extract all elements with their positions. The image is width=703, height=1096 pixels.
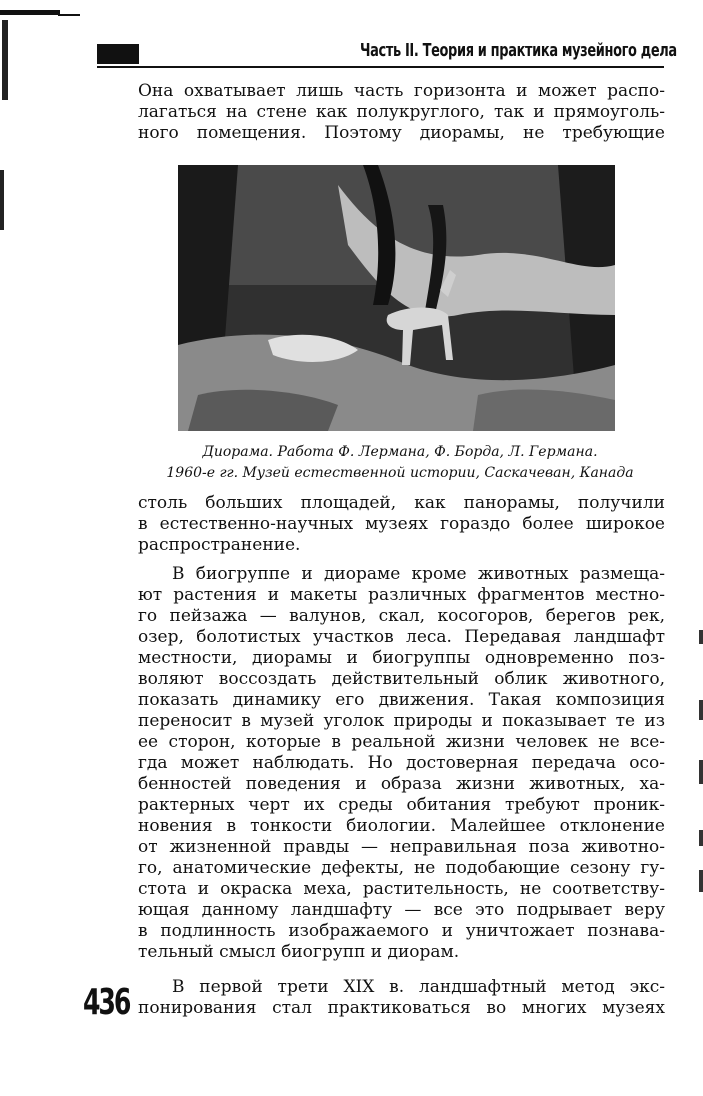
scan-edge-artifact xyxy=(0,0,80,30)
text-line: лагаться на стене как полукруглого, так и прямоуголь- xyxy=(138,102,665,122)
text-line: показать динамику его движения. Такая композиция xyxy=(138,690,665,710)
text-line: местности, диорамы и биогруппы одновременно поз- xyxy=(138,648,665,668)
paragraph-continuation xyxy=(138,493,665,556)
text-line: от жизненной правды — неправильная поза животно- xyxy=(138,837,665,857)
text-line: ющая данному ландшафту — все это подрывает веру xyxy=(138,900,665,920)
text-line: понирования стал практиковаться во многих музеях xyxy=(138,998,665,1018)
paragraph-biogroup xyxy=(138,564,665,963)
text-line: переносит в музей уголок природы и показывает те из xyxy=(138,711,665,731)
scan-edge-artifact-left xyxy=(0,20,10,140)
figure-caption xyxy=(140,442,660,484)
caption-line: 1960-е гг. Музей естественной истории, Саскачеван, Канада xyxy=(166,465,634,481)
paragraph-nineteenth-century xyxy=(138,977,665,1019)
text-line: ного помещения. Поэтому диорамы, не требующие xyxy=(138,123,665,143)
text-line: В биогруппе и диораме кроме животных размеща- xyxy=(172,564,665,584)
diorama-photo xyxy=(178,165,615,431)
text-line: в естественно-научных музеях гораздо более широкое xyxy=(138,514,665,534)
text-line: го, анатомические дефекты, не подобающие сезону гу- xyxy=(138,858,665,878)
text-line: в подлинность изображаемого и уничтожает познава- xyxy=(138,921,665,941)
paragraph-top xyxy=(138,81,665,144)
text-line: рактерных черт их среды обитания требуют проник- xyxy=(138,795,665,815)
text-line: новения в тонкости биологии. Малейшее отклонение xyxy=(138,816,665,836)
text-line: В первой трети XIX в. ландшафтный метод экс- xyxy=(172,977,665,997)
text-line: озер, болотистых участков леса. Передавая ландшафт xyxy=(138,627,665,647)
text-line: го пейзажа — валунов, скал, косогоров, берегов рек, xyxy=(138,606,665,626)
text-line: гда может наблюдать. Но достоверная передача осо- xyxy=(138,753,665,773)
page-number: 436 xyxy=(83,982,130,1023)
text-line: столь больших площадей, как панорамы, получили xyxy=(138,493,665,513)
text-line: тельный смысл биогрупп и диорам. xyxy=(138,942,460,962)
scan-margin-marks xyxy=(695,620,703,900)
text-line: ее сторон, которые в реальной жизни человек не все- xyxy=(138,732,665,752)
header-rule xyxy=(97,66,664,68)
text-line: бенностей поведения и образа жизни животных, ха- xyxy=(138,774,665,794)
text-line: Она охватывает лишь часть горизонта и может распо- xyxy=(138,81,665,101)
text-line: распространение. xyxy=(138,535,301,555)
caption-line: Диорама. Работа Ф. Лермана, Ф. Борда, Л. Германа. xyxy=(202,444,598,460)
header-marker-block xyxy=(97,44,139,64)
running-title: Часть II. Теория и практика музейного дела xyxy=(360,40,677,61)
text-line: ют растения и макеты различных фрагментов местно- xyxy=(138,585,665,605)
text-line: воляют воссоздать действительный облик животного, xyxy=(138,669,665,689)
text-line: стота и окраска меха, растительность, не соответству- xyxy=(138,879,665,899)
